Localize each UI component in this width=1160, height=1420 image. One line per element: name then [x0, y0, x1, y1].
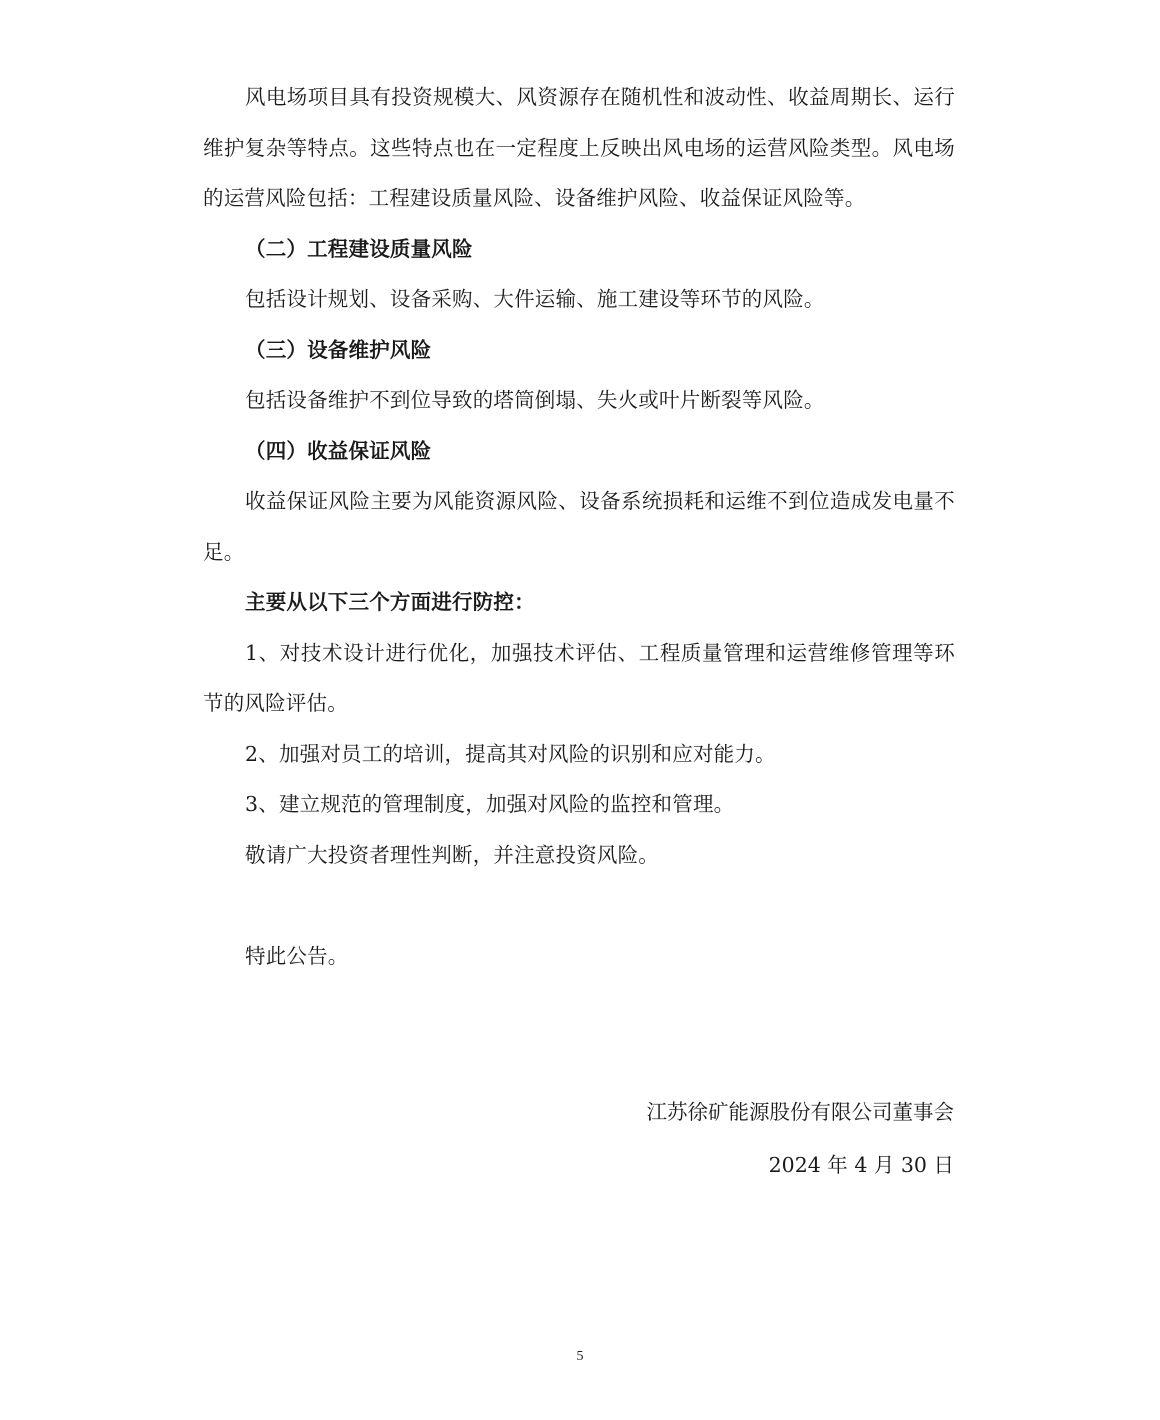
section-two-body: 包括设计规划、设备采购、大件运输、施工建设等环节的风险。	[245, 287, 825, 311]
control-item-2: 2、加强对员工的培训，提高其对风险的识别和应对能力。	[245, 741, 776, 766]
control-measures-heading: 主要从以下三个方面进行防控：	[245, 590, 535, 614]
section-heading-three: （三）设备维护风险	[245, 337, 432, 362]
section-three-body: 包括设备维护不到位导致的塔筒倒塌、失火或叶片断裂等风险。	[245, 388, 825, 412]
risk-reminder: 敬请广大投资者理性判断，并注意投资风险。	[245, 842, 659, 867]
section-four-body: 收益保证风险主要为风能资源风险、设备系统损耗和运维不到位造成发电量不足。	[203, 489, 955, 564]
closing-statement: 特此公告。	[245, 944, 349, 968]
control-item-3: 3、建立规范的管理制度，加强对风险的监控和管理。	[245, 792, 735, 816]
section-heading-four: （四）收益保证风险	[245, 438, 432, 463]
blank-line	[203, 880, 955, 931]
control-item-1: 1、对技术设计进行优化，加强技术评估、工程质量管理和运营维修管理等环节的风险评估。	[203, 640, 955, 715]
intro-paragraph: 风电场项目具有投资规模大、风资源存在随机性和波动性、收益周期长、运行维护复杂等特点。这些特点也在一定程度上反映出风电场的运营风险类型。风电场的运营风险包括：工程建设质量风险、设备维护风险、收益保证风险等。	[203, 85, 955, 210]
page-number: 5	[576, 1349, 584, 1364]
signature-company: 江苏徐矿能源股份有限公司董事会	[646, 1100, 954, 1124]
signature-date: 2024 年 4 月 30 日	[768, 1153, 954, 1177]
announcement-body	[203, 72, 955, 982]
section-heading-two: （二）工程建设质量风险	[245, 236, 473, 261]
